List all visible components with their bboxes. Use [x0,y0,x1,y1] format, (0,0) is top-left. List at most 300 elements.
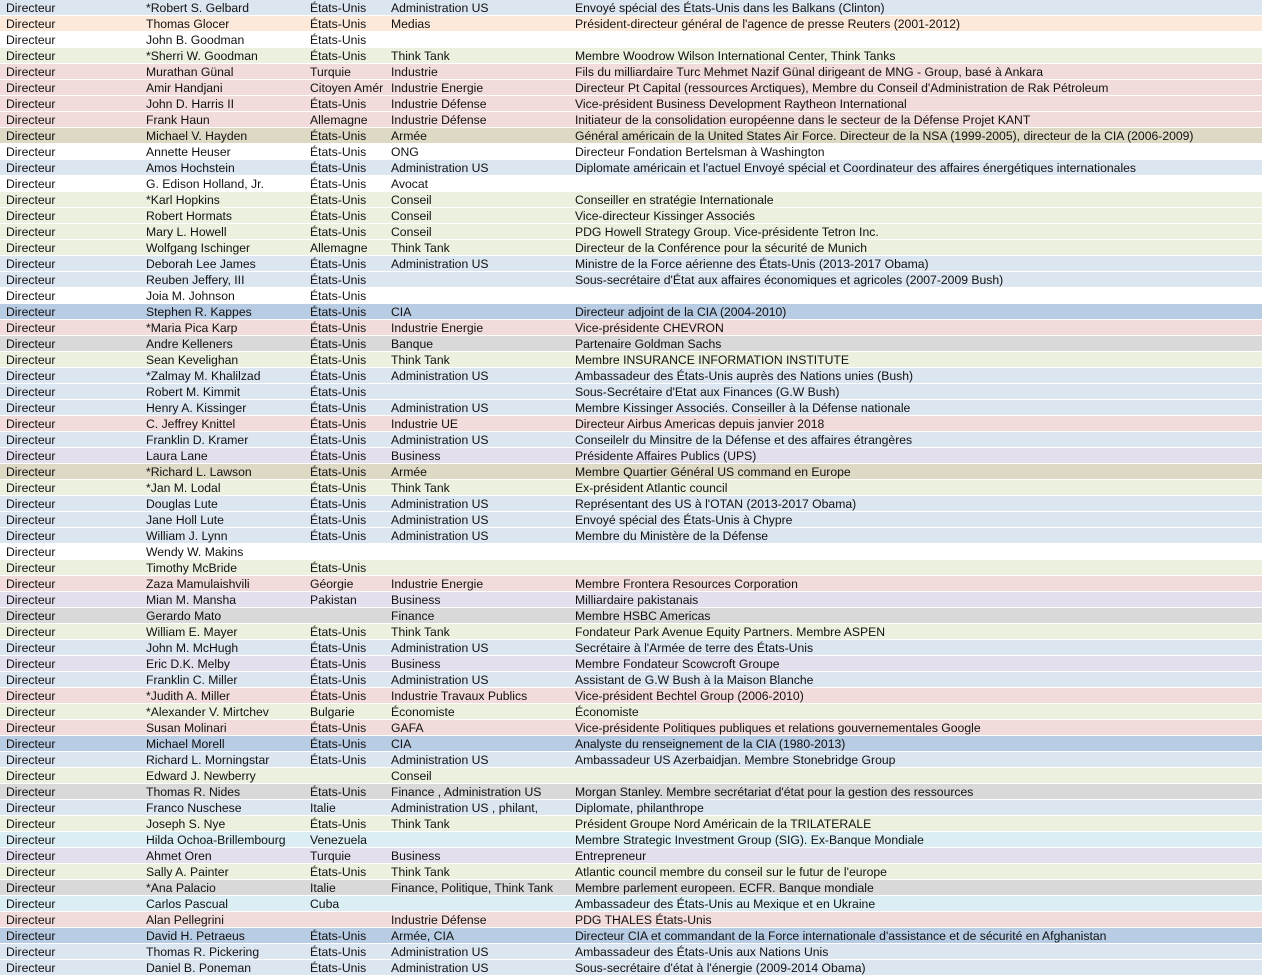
country-cell[interactable]: États-Unis [310,369,367,383]
sector-cell[interactable] [391,544,571,559]
country-cell[interactable]: Cuba [310,897,340,911]
sector-cell[interactable]: Industrie [391,65,438,79]
sector-cell[interactable]: CIA [391,737,412,751]
description-cell[interactable]: Ambassadeur des États-Unis auprès des Nations unies (Bush) [575,369,914,383]
role-cell[interactable]: Directeur [6,417,56,431]
description-cell[interactable]: Initiateur de la consolidation européenne dans le secteur de la Défense Projet KANT [575,113,1031,127]
description-cell[interactable]: Ambassadeur des États-Unis aux Nations Unis [575,945,829,959]
role-cell[interactable]: Directeur [6,177,56,191]
country-cell[interactable]: États-Unis [310,353,367,367]
name-cell[interactable]: Amos Hochstein [146,161,235,175]
name-cell[interactable]: G. Edison Holland, Jr. [146,177,264,191]
sector-cell[interactable]: Medias [391,17,431,31]
sector-cell[interactable]: Industrie Défense [391,113,487,127]
description-cell[interactable]: Ambassadeur des États-Unis au Mexique et en Ukraine [575,897,876,911]
description-cell[interactable]: Envoyé spécial des États-Unis à Chypre [575,513,793,527]
country-cell[interactable]: États-Unis [310,145,367,159]
description-cell[interactable]: Ministre de la Force aérienne des États-Unis (2013-2017 Obama) [575,257,929,271]
description-cell[interactable] [575,176,1259,191]
description-cell[interactable]: Directeur adjoint de la CIA (2004-2010) [575,305,787,319]
sector-cell[interactable]: Administration US [391,257,489,271]
name-cell[interactable]: Deborah Lee James [146,257,256,271]
name-cell[interactable]: *Sherri W. Goodman [146,49,258,63]
role-cell[interactable]: Directeur [6,209,56,223]
description-cell[interactable]: Membre HSBC Americas [575,609,711,623]
country-cell[interactable]: États-Unis [310,257,367,271]
description-cell[interactable] [575,544,1259,559]
country-cell[interactable]: États-Unis [310,289,367,303]
role-cell[interactable]: Directeur [6,33,56,47]
sector-cell[interactable]: Finance, Politique, Think Tank [391,881,554,895]
name-cell[interactable]: Stephen R. Kappes [146,305,252,319]
role-cell[interactable]: Directeur [6,241,56,255]
name-cell[interactable]: Carlos Pascual [146,897,228,911]
description-cell[interactable]: Vice-présidente CHEVRON [575,321,724,335]
description-cell[interactable]: Conseiller en stratégie Internationale [575,193,774,207]
description-cell[interactable]: Présidente Affaires Publics (UPS) [575,449,757,463]
country-cell[interactable] [310,544,388,559]
name-cell[interactable]: Alan Pellegrini [146,913,224,927]
name-cell[interactable]: Murathan Günal [146,65,234,79]
role-cell[interactable]: Directeur [6,337,56,351]
description-cell[interactable] [575,288,1259,303]
role-cell[interactable]: Directeur [6,929,56,943]
name-cell[interactable]: Robert M. Kimmit [146,385,241,399]
sector-cell[interactable]: Administration US [391,641,489,655]
country-cell[interactable]: États-Unis [310,161,367,175]
sector-cell[interactable]: Armée [391,465,427,479]
name-cell[interactable]: Michael Morell [146,737,225,751]
description-cell[interactable]: Membre parlement europeen. ECFR. Banque mondiale [575,881,874,895]
name-cell[interactable]: Andre Kelleners [146,337,233,351]
description-cell[interactable] [575,768,1259,783]
name-cell[interactable]: John M. McHugh [146,641,239,655]
sector-cell[interactable]: Administration US [391,753,489,767]
sector-cell[interactable]: Think Tank [391,353,450,367]
sector-cell[interactable]: Think Tank [391,49,450,63]
name-cell[interactable]: Hilda Ochoa-Brillembourg [146,833,286,847]
name-cell[interactable]: Mian M. Mansha [146,593,237,607]
role-cell[interactable]: Directeur [6,657,56,671]
role-cell[interactable]: Directeur [6,449,56,463]
name-cell[interactable]: Franklin D. Kramer [146,433,249,447]
name-cell[interactable]: Annette Heuser [146,145,231,159]
name-cell[interactable]: *Alexander V. Mirtchev [146,705,269,719]
sector-cell[interactable]: Administration US [391,161,489,175]
description-cell[interactable]: Général américain de la United States Air Force. Directeur de la NSA (1999-2005), directeur de la CIA (2006-2009) [575,129,1194,143]
sector-cell[interactable] [391,32,571,47]
description-cell[interactable]: Sous-secrétaire d'État aux affaires économiques et agricoles (2007-2009 Bush) [575,273,1004,287]
sector-cell[interactable]: Armée, CIA [391,929,454,943]
sector-cell[interactable] [391,896,571,911]
sector-cell[interactable]: Administration US [391,497,489,511]
role-cell[interactable]: Directeur [6,593,56,607]
role-cell[interactable]: Directeur [6,161,56,175]
country-cell[interactable]: États-Unis [310,129,367,143]
description-cell[interactable]: Membre INSURANCE INFORMATION INSTITUTE [575,353,850,367]
name-cell[interactable]: *Robert S. Gelbard [146,1,249,15]
description-cell[interactable]: Secrétaire à l'Armée de terre des États-Unis [575,641,814,655]
country-cell[interactable]: États-Unis [310,929,367,943]
role-cell[interactable]: Directeur [6,289,56,303]
country-cell[interactable]: États-Unis [310,33,367,47]
role-cell[interactable]: Directeur [6,641,56,655]
sector-cell[interactable]: ONG [391,145,419,159]
name-cell[interactable]: *Ana Palacio [146,881,216,895]
sector-cell[interactable]: Administration US [391,673,489,687]
description-cell[interactable]: Membre du Ministère de la Défense [575,529,769,543]
role-cell[interactable]: Directeur [6,401,56,415]
description-cell[interactable]: PDG Howell Strategy Group. Vice-présidente Tetron Inc. [575,225,879,239]
description-cell[interactable]: Membre Strategic Investment Group (SIG). Ex-Banque Mondiale [575,833,924,847]
role-cell[interactable]: Directeur [6,961,56,975]
country-cell[interactable]: États-Unis [310,961,367,975]
country-cell[interactable]: États-Unis [310,433,367,447]
role-cell[interactable]: Directeur [6,753,56,767]
country-cell[interactable]: Turquie [310,849,351,863]
sector-cell[interactable]: Industrie Energie [391,81,484,95]
sector-cell[interactable]: Business [391,849,441,863]
description-cell[interactable]: Président Groupe Nord Américain de la TRILATERALE [575,817,872,831]
sector-cell[interactable]: Finance , Administration US [391,785,542,799]
role-cell[interactable]: Directeur [6,545,56,559]
country-cell[interactable]: États-Unis [310,513,367,527]
role-cell[interactable]: Directeur [6,913,56,927]
name-cell[interactable]: Edward J. Newberry [146,769,256,783]
role-cell[interactable]: Directeur [6,465,56,479]
role-cell[interactable]: Directeur [6,561,56,575]
name-cell[interactable]: Wolfgang Ischinger [146,241,251,255]
name-cell[interactable]: Sally A. Painter [146,865,229,879]
name-cell[interactable]: Douglas Lute [146,497,218,511]
sector-cell[interactable]: Industrie Défense [391,913,487,927]
name-cell[interactable]: Mary L. Howell [146,225,227,239]
role-cell[interactable]: Directeur [6,113,56,127]
description-cell[interactable]: Directeur Pt Capital (ressources Arctiques), Membre du Conseil d'Administration de Rak Pétroleum [575,81,1109,95]
description-cell[interactable]: Vice-président Business Development Raytheon International [575,97,907,111]
country-cell[interactable]: États-Unis [310,785,367,799]
role-cell[interactable]: Directeur [6,833,56,847]
role-cell[interactable]: Directeur [6,433,56,447]
sector-cell[interactable]: Administration US [391,513,489,527]
name-cell[interactable]: Sean Kevelighan [146,353,239,367]
sector-cell[interactable]: Administration US [391,945,489,959]
role-cell[interactable]: Directeur [6,49,56,63]
description-cell[interactable]: Membre Kissinger Associés. Conseiller à la Défense nationale [575,401,911,415]
sector-cell[interactable]: CIA [391,305,412,319]
description-cell[interactable]: Président-directeur général de l'agence de presse Reuters (2001-2012) [575,17,961,31]
sector-cell[interactable] [391,288,571,303]
country-cell[interactable]: Pakistan [310,593,357,607]
name-cell[interactable]: Thomas Glocer [146,17,230,31]
country-cell[interactable]: Bulgarie [310,705,355,719]
name-cell[interactable]: Joseph S. Nye [146,817,226,831]
role-cell[interactable]: Directeur [6,369,56,383]
sector-cell[interactable]: Économiste [391,705,455,719]
role-cell[interactable]: Directeur [6,305,56,319]
role-cell[interactable]: Directeur [6,145,56,159]
sector-cell[interactable]: Industrie UE [391,417,459,431]
role-cell[interactable]: Directeur [6,193,56,207]
sector-cell[interactable]: Think Tank [391,481,450,495]
role-cell[interactable]: Directeur [6,353,56,367]
country-cell[interactable]: États-Unis [310,273,367,287]
role-cell[interactable]: Directeur [6,17,56,31]
country-cell[interactable]: États-Unis [310,625,367,639]
description-cell[interactable] [575,32,1259,47]
description-cell[interactable]: Ambassadeur US Azerbaidjan. Membre Stonebridge Group [575,753,896,767]
sector-cell[interactable]: Conseil [391,209,432,223]
sector-cell[interactable]: GAFA [391,721,424,735]
sector-cell[interactable]: Conseil [391,193,432,207]
role-cell[interactable]: Directeur [6,769,56,783]
description-cell[interactable]: PDG THALES États-Unis [575,913,712,927]
country-cell[interactable]: Allemagne [310,241,368,255]
sector-cell[interactable]: Think Tank [391,865,450,879]
country-cell[interactable]: Citoyen Amér [310,81,384,95]
description-cell[interactable]: Analyste du renseignement de la CIA (1980-2013) [575,737,846,751]
role-cell[interactable]: Directeur [6,945,56,959]
description-cell[interactable]: Milliardaire pakistanais [575,593,699,607]
description-cell[interactable]: Membre Woodrow Wilson International Center, Think Tanks [575,49,896,63]
description-cell[interactable] [575,560,1259,575]
sector-cell[interactable] [391,384,571,399]
country-cell[interactable]: États-Unis [310,401,367,415]
country-cell[interactable]: États-Unis [310,673,367,687]
description-cell[interactable]: Fils du milliardaire Turc Mehmet Nazif Günal dirigeant de MNG - Group, basé à Ankara [575,65,1044,79]
country-cell[interactable] [310,768,388,783]
country-cell[interactable]: États-Unis [310,737,367,751]
description-cell[interactable]: Vice-président Bechtel Group (2006-2010) [575,689,804,703]
description-cell[interactable]: Assistant de G.W Bush à la Maison Blanche [575,673,814,687]
sector-cell[interactable]: Armée [391,129,427,143]
sector-cell[interactable]: Conseil [391,769,432,783]
country-cell[interactable]: États-Unis [310,225,367,239]
country-cell[interactable]: Turquie [310,65,351,79]
role-cell[interactable]: Directeur [6,529,56,543]
sector-cell[interactable]: Administration US [391,1,489,15]
country-cell[interactable] [310,608,388,623]
name-cell[interactable]: *Richard L. Lawson [146,465,252,479]
country-cell[interactable]: Italie [310,881,336,895]
country-cell[interactable]: États-Unis [310,657,367,671]
role-cell[interactable]: Directeur [6,865,56,879]
country-cell[interactable]: États-Unis [310,417,367,431]
sector-cell[interactable]: Finance [391,609,435,623]
role-cell[interactable]: Directeur [6,225,56,239]
name-cell[interactable]: Thomas R. Nides [146,785,241,799]
role-cell[interactable]: Directeur [6,785,56,799]
sector-cell[interactable]: Administration US [391,961,489,975]
country-cell[interactable]: États-Unis [310,481,367,495]
sector-cell[interactable]: Administration US [391,529,489,543]
country-cell[interactable]: États-Unis [310,465,367,479]
country-cell[interactable]: Géorgie [310,577,354,591]
role-cell[interactable]: Directeur [6,689,56,703]
country-cell[interactable]: Venezuela [310,833,367,847]
role-cell[interactable]: Directeur [6,513,56,527]
name-cell[interactable]: Wendy W. Makins [146,545,244,559]
country-cell[interactable]: Italie [310,801,336,815]
role-cell[interactable]: Directeur [6,497,56,511]
sector-cell[interactable]: Business [391,657,441,671]
name-cell[interactable]: Robert Hormats [146,209,233,223]
description-cell[interactable]: Atlantic council membre du conseil sur le futur de l'europe [575,865,887,879]
description-cell[interactable]: Sous-Secrétaire d'Etat aux Finances (G.W Bush) [575,385,840,399]
name-cell[interactable]: Henry A. Kissinger [146,401,247,415]
role-cell[interactable]: Directeur [6,817,56,831]
country-cell[interactable]: États-Unis [310,321,367,335]
name-cell[interactable]: Eric D.K. Melby [146,657,230,671]
sector-cell[interactable]: Industrie Energie [391,577,484,591]
description-cell[interactable]: Partenaire Goldman Sachs [575,337,722,351]
sector-cell[interactable]: Conseil [391,225,432,239]
sector-cell[interactable]: Business [391,449,441,463]
name-cell[interactable]: Susan Molinari [146,721,227,735]
role-cell[interactable]: Directeur [6,705,56,719]
role-cell[interactable]: Directeur [6,625,56,639]
country-cell[interactable] [310,912,388,927]
country-cell[interactable]: Allemagne [310,113,368,127]
name-cell[interactable]: John B. Goodman [146,33,245,47]
name-cell[interactable]: *Jan M. Lodal [146,481,221,495]
country-cell[interactable]: États-Unis [310,177,367,191]
sector-cell[interactable]: Industrie Travaux Publics [391,689,528,703]
name-cell[interactable]: *Maria Pica Karp [146,321,238,335]
role-cell[interactable]: Directeur [6,97,56,111]
name-cell[interactable]: Gerardo Mato [146,609,222,623]
name-cell[interactable]: Joia M. Johnson [146,289,235,303]
country-cell[interactable]: États-Unis [310,1,367,15]
role-cell[interactable]: Directeur [6,737,56,751]
description-cell[interactable]: Membre Quartier Général US command en Europe [575,465,851,479]
role-cell[interactable]: Directeur [6,673,56,687]
name-cell[interactable]: Ahmet Oren [146,849,212,863]
role-cell[interactable]: Directeur [6,801,56,815]
country-cell[interactable]: États-Unis [310,497,367,511]
role-cell[interactable]: Directeur [6,609,56,623]
role-cell[interactable]: Directeur [6,321,56,335]
description-cell[interactable]: Vice-présidente Politiques publiques et relations gouvernementales Google [575,721,981,735]
name-cell[interactable]: William E. Mayer [146,625,238,639]
description-cell[interactable]: Envoyé spécial des États-Unis dans les Balkans (Clinton) [575,1,885,15]
country-cell[interactable]: États-Unis [310,209,367,223]
sector-cell[interactable]: Industrie Défense [391,97,487,111]
description-cell[interactable]: Vice-directeur Kissinger Associés [575,209,755,223]
description-cell[interactable]: Représentant des US à l'OTAN (2013-2017 Obama) [575,497,857,511]
name-cell[interactable]: Zaza Mamulaishvili [146,577,250,591]
role-cell[interactable]: Directeur [6,129,56,143]
sector-cell[interactable]: Administration US [391,401,489,415]
name-cell[interactable]: Franklin C. Miller [146,673,238,687]
role-cell[interactable]: Directeur [6,65,56,79]
name-cell[interactable]: C. Jeffrey Knittel [146,417,236,431]
role-cell[interactable]: Directeur [6,257,56,271]
sector-cell[interactable]: Industrie Energie [391,321,484,335]
description-cell[interactable]: Diplomate américain et l'actuel Envoyé spécial et Coordinateur des affaires énergétiques internationales [575,161,1137,175]
country-cell[interactable]: États-Unis [310,641,367,655]
country-cell[interactable]: États-Unis [310,721,367,735]
country-cell[interactable]: États-Unis [310,817,367,831]
sector-cell[interactable]: Think Tank [391,817,450,831]
country-cell[interactable]: États-Unis [310,865,367,879]
description-cell[interactable]: Diplomate, philanthrope [575,801,704,815]
name-cell[interactable]: Daniel B. Poneman [146,961,252,975]
sector-cell[interactable] [391,832,571,847]
name-cell[interactable]: *Judith A. Miller [146,689,230,703]
description-cell[interactable]: Directeur Airbus Americas depuis janvier 2018 [575,417,825,431]
description-cell[interactable]: Directeur de la Conférence pour la sécurité de Munich [575,241,867,255]
description-cell[interactable]: Membre Fondateur Scowcroft Groupe [575,657,780,671]
name-cell[interactable]: David H. Petraeus [146,929,245,943]
description-cell[interactable]: Directeur Fondation Bertelsman à Washington [575,145,825,159]
name-cell[interactable]: Franco Nuschese [146,801,242,815]
description-cell[interactable]: Ex-président Atlantic council [575,481,728,495]
description-cell[interactable]: Morgan Stanley. Membre secrétariat d'état pour la gestion des ressources [575,785,974,799]
role-cell[interactable]: Directeur [6,385,56,399]
name-cell[interactable]: *Zalmay M. Khalilzad [146,369,261,383]
sector-cell[interactable]: Avocat [391,177,429,191]
role-cell[interactable]: Directeur [6,577,56,591]
country-cell[interactable]: États-Unis [310,449,367,463]
description-cell[interactable]: Conseilelr du Minsitre de la Défense et des affaires étrangères [575,433,913,447]
country-cell[interactable]: États-Unis [310,193,367,207]
description-cell[interactable]: Sous-secrétaire d'état à l'énergie (2009-2014 Obama) [575,961,866,975]
role-cell[interactable]: Directeur [6,721,56,735]
name-cell[interactable]: *Karl Hopkins [146,193,220,207]
name-cell[interactable]: Jane Holl Lute [146,513,224,527]
role-cell[interactable]: Directeur [6,481,56,495]
sector-cell[interactable]: Business [391,593,441,607]
name-cell[interactable]: Timothy McBride [146,561,237,575]
sector-cell[interactable]: Think Tank [391,625,450,639]
name-cell[interactable]: John D. Harris II [146,97,235,111]
role-cell[interactable]: Directeur [6,81,56,95]
role-cell[interactable]: Directeur [6,881,56,895]
name-cell[interactable]: Laura Lane [146,449,208,463]
country-cell[interactable]: États-Unis [310,385,367,399]
name-cell[interactable]: William J. Lynn [146,529,228,543]
sector-cell[interactable]: Administration US , philant, [391,801,538,815]
country-cell[interactable]: États-Unis [310,689,367,703]
sector-cell[interactable] [391,272,571,287]
description-cell[interactable]: Membre Frontera Resources Corporation [575,577,798,591]
role-cell[interactable]: Directeur [6,273,56,287]
name-cell[interactable]: Frank Haun [146,113,210,127]
description-cell[interactable]: Directeur CIA et commandant de la Force internationale d'assistance et de sécurité en Afghanistan [575,929,1107,943]
sector-cell[interactable] [391,560,571,575]
name-cell[interactable]: Amir Handjani [146,81,223,95]
role-cell[interactable]: Directeur [6,849,56,863]
sector-cell[interactable]: Think Tank [391,241,450,255]
country-cell[interactable]: États-Unis [310,49,367,63]
country-cell[interactable]: États-Unis [310,529,367,543]
country-cell[interactable]: États-Unis [310,305,367,319]
role-cell[interactable]: Directeur [6,897,56,911]
role-cell[interactable]: Directeur [6,1,56,15]
sector-cell[interactable]: Banque [391,337,434,351]
sector-cell[interactable]: Administration US [391,433,489,447]
country-cell[interactable]: États-Unis [310,337,367,351]
name-cell[interactable]: Richard L. Morningstar [146,753,270,767]
country-cell[interactable]: États-Unis [310,561,367,575]
description-cell[interactable]: Économiste [575,705,639,719]
name-cell[interactable]: Michael V. Hayden [146,129,248,143]
description-cell[interactable]: Entrepreneur [575,849,647,863]
country-cell[interactable]: États-Unis [310,945,367,959]
country-cell[interactable]: États-Unis [310,97,367,111]
description-cell[interactable]: Fondateur Park Avenue Equity Partners. Membre ASPEN [575,625,886,639]
